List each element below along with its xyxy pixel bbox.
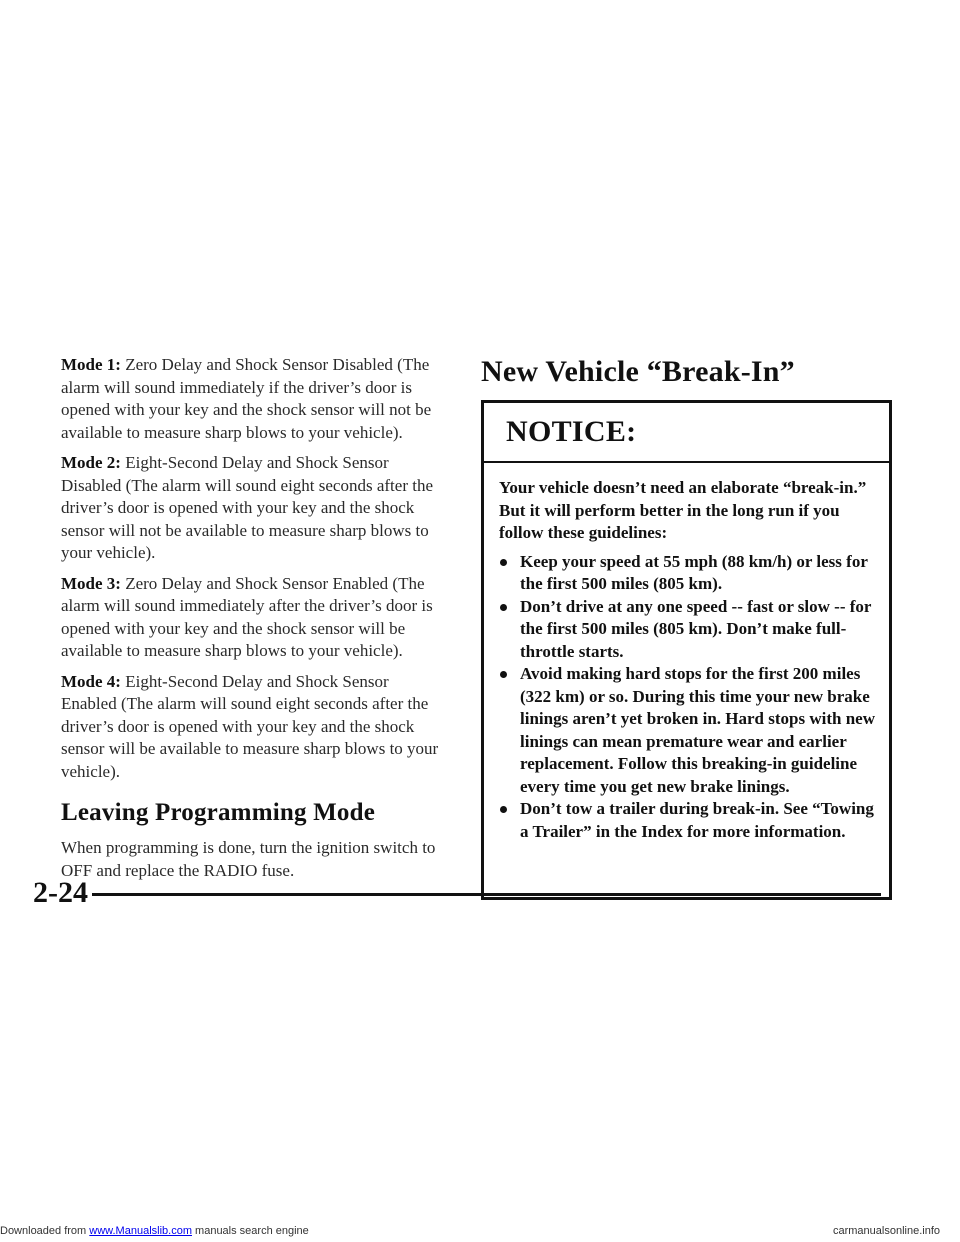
mode-1-text: Zero Delay and Shock Sensor Disabled (The alarm will sound immediately if the driver’s door is opened with your key and the shock sensor will not be available to measure sharp blows to your vehicle). — [61, 355, 432, 442]
right-column — [481, 354, 898, 841]
mode-4-text: Eight-Second Delay and Shock Sensor Enabled (The alarm will sound eight seconds after the driver’s door is opened with your key and the shock sensor will be available to measure sharp blows to your vehicle). — [61, 671, 439, 781]
watermark-prefix: Downloaded from — [0, 1225, 90, 1237]
notice-box — [481, 400, 892, 900]
notice-title-bar — [484, 403, 889, 463]
notice-body — [484, 463, 889, 843]
list-item — [499, 663, 875, 798]
manualslib-link[interactable]: www.Manualslib.com — [89, 1225, 192, 1237]
list-item-text: Don’t drive at any one speed -- fast or slow -- for the first 500 miles (805 km). Don’t make full-throttle starts. — [520, 596, 872, 661]
mode-3-label: Mode 3: — [61, 573, 121, 593]
mode-4-label: Mode 4: — [61, 671, 121, 691]
watermark-suffix: manuals search engine — [191, 1225, 309, 1237]
mode-2-label: Mode 2: — [61, 453, 121, 472]
left-column — [61, 354, 446, 890]
leaving-programming-text: When programming is done, turn the ignition switch to OFF and replace the RADIO fuse. — [61, 838, 436, 880]
page-number: 2-24 — [33, 876, 88, 909]
mode-4-paragraph — [61, 671, 446, 784]
bullet-icon — [500, 604, 507, 611]
mode-2-paragraph — [61, 452, 446, 565]
notice-intro: Your vehicle doesn’t need an elaborate “break-in.” But it will perform better in the long run if you follow these guidelines: — [499, 478, 867, 542]
list-item-text: Avoid making hard stops for the first 200 miles (322 km) or so. During this time your new brake linings aren’t yet broken in. Hard stops with new linings can mean premature wear and earlier replacement. Follow this breaking-in guideline every time you get new brake linings. — [520, 664, 875, 796]
download-watermark — [0, 1224, 940, 1238]
mode-1-label: Mode 1: — [61, 355, 121, 374]
notice-list — [499, 551, 875, 844]
list-item — [499, 551, 875, 596]
bullet-icon — [500, 671, 507, 678]
mode-3-text: Zero Delay and Shock Sensor Enabled (The alarm will sound immediately after the driver’s door is opened with your key and the shock sensor will be available to measure sharp blows to your vehicle). — [61, 573, 433, 660]
watermark-right-text: carmanualsonline.info — [832, 1225, 940, 1237]
notice-title: NOTICE: — [506, 415, 637, 448]
mode-2-text: Eight-Second Delay and Shock Sensor Disabled (The alarm will sound eight seconds after the driver’s door is opened with your key and the shock sensor will not be available to measure sharp blows to your vehicle). — [61, 453, 433, 562]
break-in-heading: New Vehicle “Break-In” — [481, 355, 795, 388]
list-item — [499, 596, 875, 664]
list-item-text: Keep your speed at 55 mph (88 km/h) or less for the first 500 miles (805 km). — [520, 551, 868, 593]
footer-rule — [92, 893, 881, 896]
leaving-programming-heading: Leaving Programming Mode — [61, 799, 376, 826]
bullet-icon — [500, 559, 507, 566]
mode-3-paragraph — [61, 573, 446, 663]
list-item — [499, 798, 875, 843]
bullet-icon — [500, 806, 507, 813]
mode-1-paragraph — [61, 354, 446, 444]
list-item-text: Don’t tow a trailer during break-in. See “Towing a Trailer” in the Index for more information. — [520, 799, 874, 841]
